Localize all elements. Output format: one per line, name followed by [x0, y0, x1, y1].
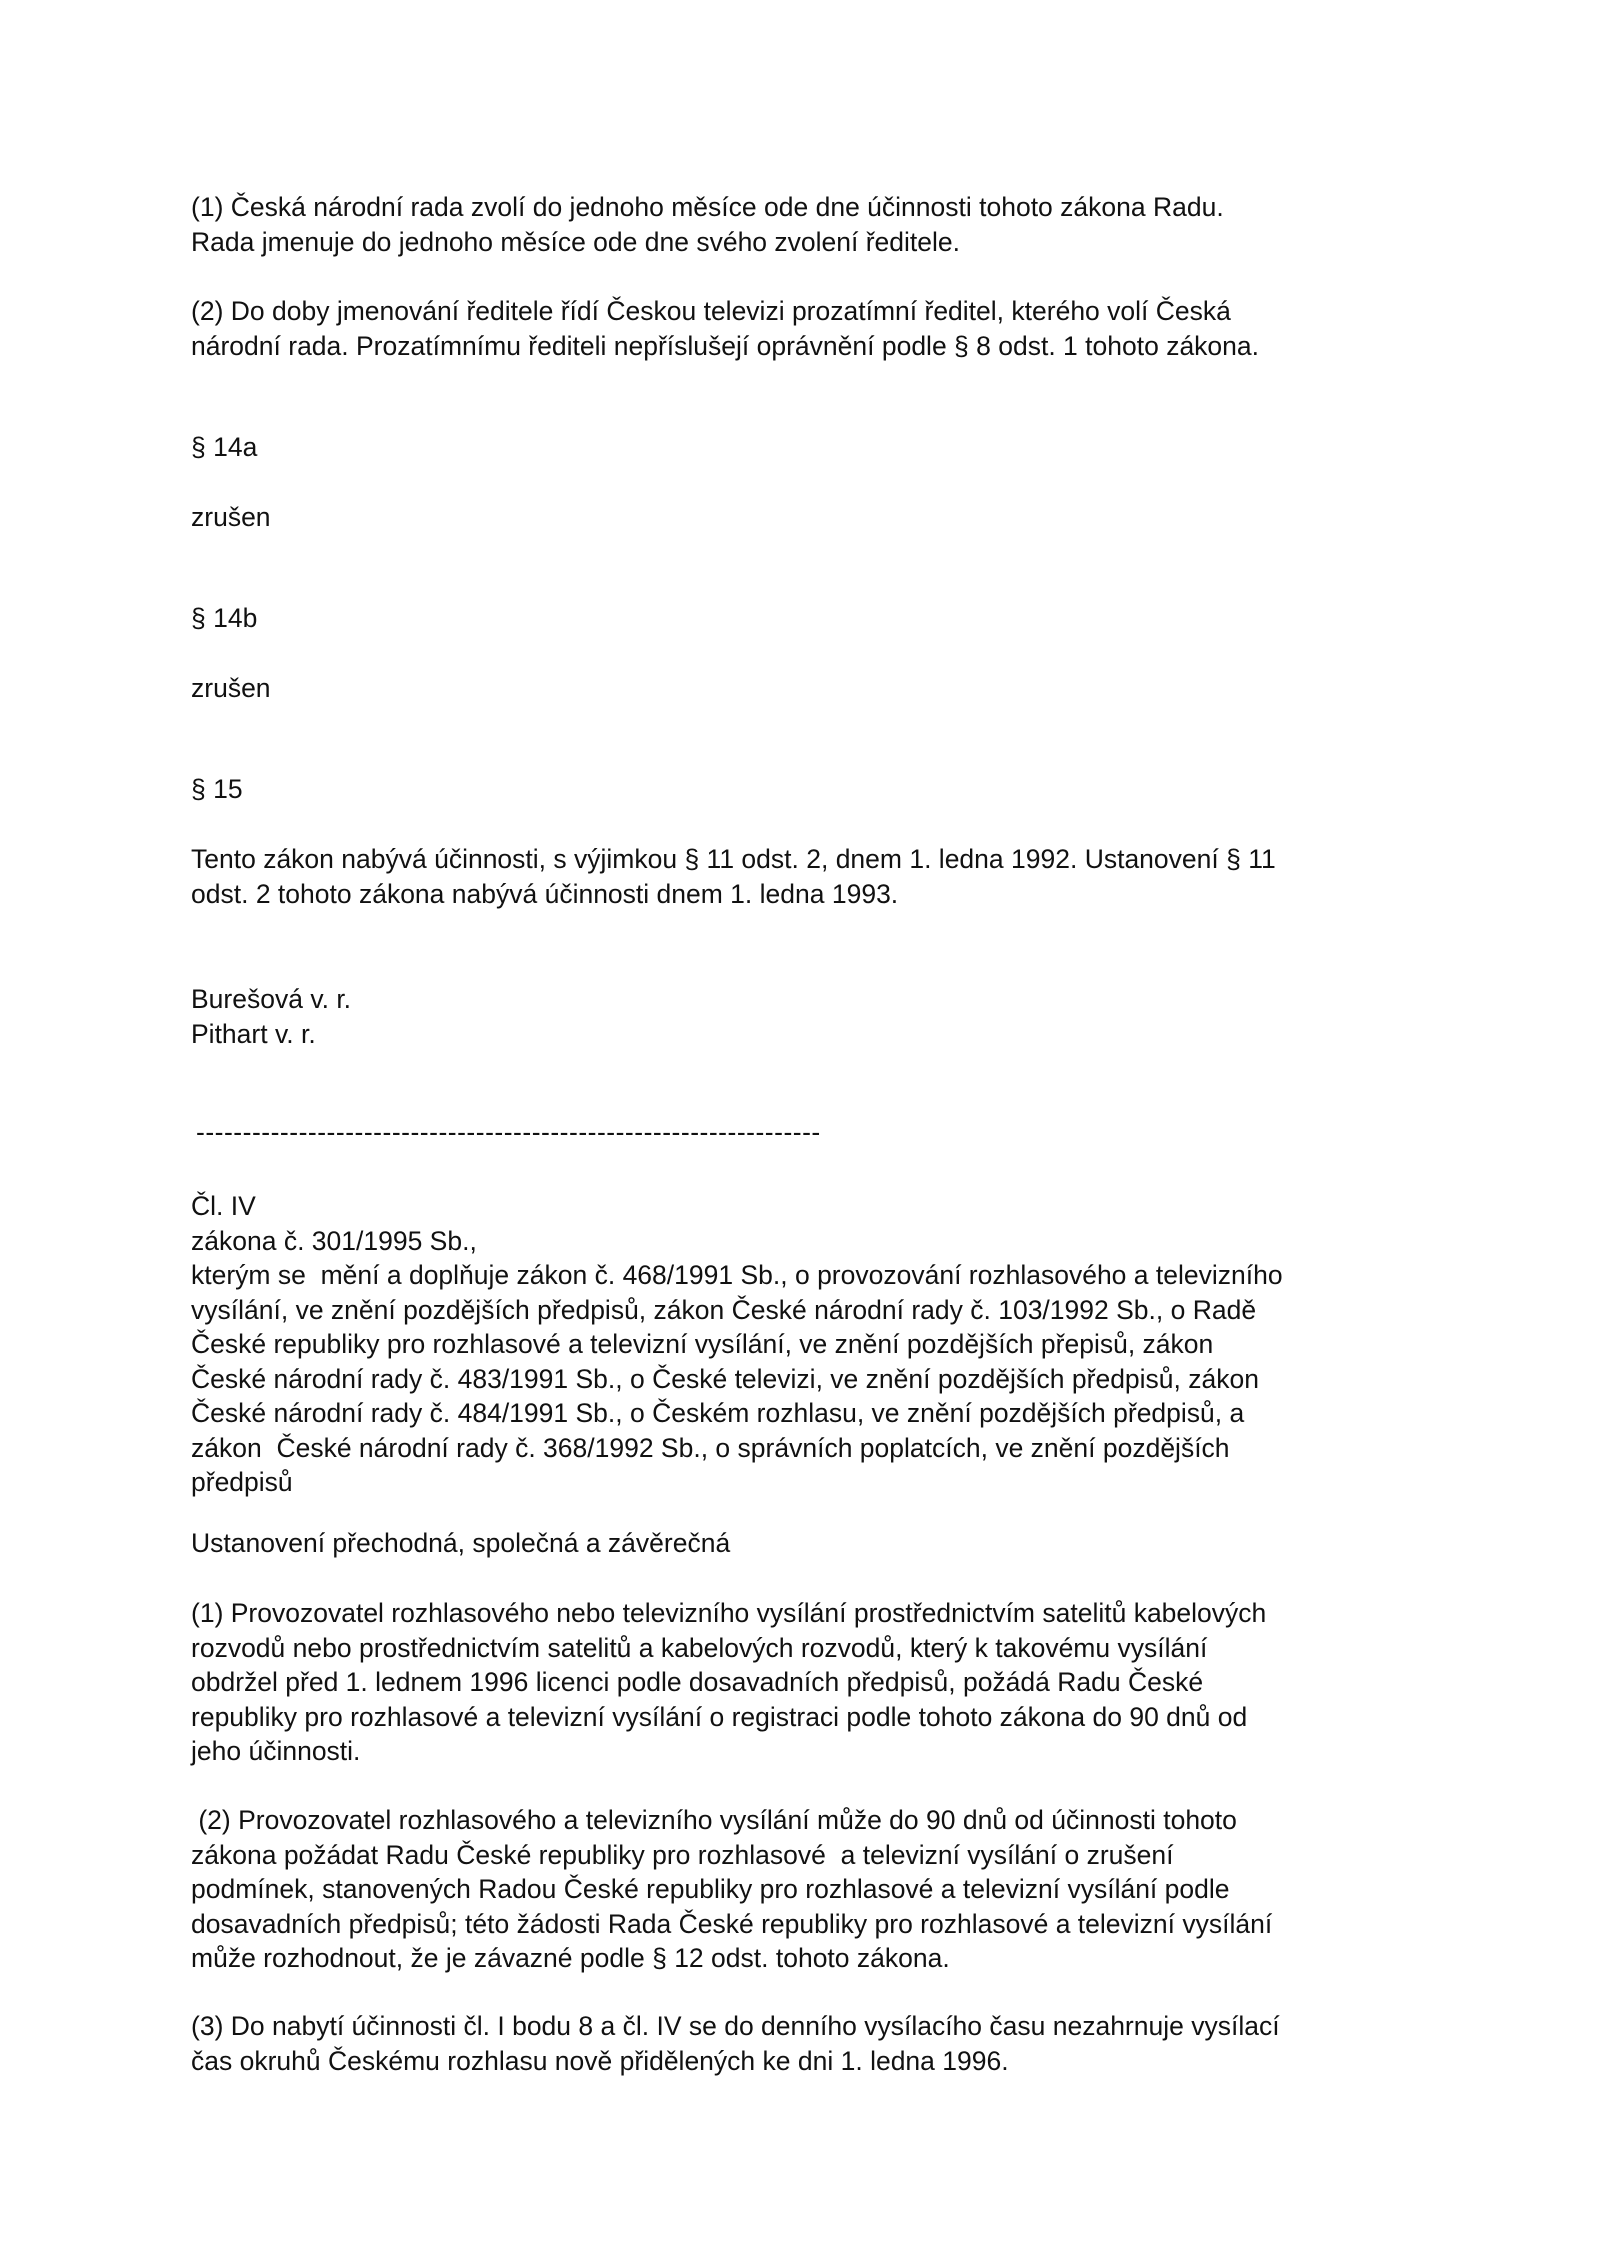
- paragraph-1: (1) Česká národní rada zvolí do jednoho měsíce ode dne účinnosti tohoto zákona Radu. Rada jmenuje do jednoho měsíce ode dne svého zvolení ředitele.: [191, 192, 1224, 257]
- section-15-heading: § 15: [191, 774, 243, 804]
- article-iv: Čl. IV zákona č. 301/1995 Sb., kterým se mění a doplňuje zákon č. 468/1991 Sb., o provozování rozhlasového a televizního vysílání, ve znění pozdějších předpisů, zákon České národní rady č. 103/1992 Sb., o Radě České republiky pro rozhlasové a televizní vysílání, ve znění pozdějších přepisů, zákon České národní rady č. 483/1991 Sb., o České televizi, ve znění pozdějších předpisů, zákon České národní rady č. 484/1991 Sb., o Českém rozhlasu, ve znění pozdějších předpisů, a zákon České národní rady č. 368/1992 Sb., o správních poplatcích, ve znění pozdějších předpisů: [191, 1191, 1283, 1497]
- transitional-paragraph-1: (1) Provozovatel rozhlasového nebo televizního vysílání prostřednictvím satelitů kabelových rozvodů nebo prostřednictvím satelitů a kabelových rozvodů, který k takovému vysílání obdržel před 1. lednem 1996 licenci podle dosavadních předpisů, požádá Radu České republiky pro rozhlasové a televizní vysílání o registraci podle tohoto zákona do 90 dnů od jeho účinnosti.: [191, 1598, 1267, 1766]
- section-14a-text: zrušen: [191, 502, 271, 532]
- separator-line: -------------------------------------------------------------------: [196, 1117, 821, 1147]
- section-15-text: Tento zákon nabývá účinnosti, s výjimkou § 11 odst. 2, dnem 1. ledna 1992. Ustanovení § 11 odst. 2 tohoto zákona nabývá účinnosti dnem 1. ledna 1993.: [191, 844, 1276, 909]
- transitional-paragraph-3: (3) Do nabytí účinnosti čl. I bodu 8 a čl. IV se do denního vysílacího času nezahrnuje vysílací čas okruhů Českému rozhlasu nově přidělených ke dni 1. ledna 1996.: [191, 2011, 1280, 2076]
- signatures: Burešová v. r. Pithart v. r.: [191, 984, 352, 1049]
- section-14b-text: zrušen: [191, 673, 271, 703]
- transitional-heading: Ustanovení přechodná, společná a závěrečná: [191, 1528, 731, 1558]
- transitional-paragraph-2: (2) Provozovatel rozhlasového a televizního vysílání může do 90 dnů od účinnosti tohoto zákona požádat Radu České republiky pro rozhlasové a televizní vysílání o zrušení podmínek, stanovených Radou České republiky pro rozhlasové a televizní vysílání podle dosavadních předpisů; této žádosti Rada České republiky pro rozhlasové a televizní vysílání může rozhodnout, že je závazné podle § 12 odst. tohoto zákona.: [191, 1805, 1273, 1973]
- paragraph-2: (2) Do doby jmenování ředitele řídí Českou televizi prozatímní ředitel, kterého volí Česká národní rada. Prozatímnímu řediteli nepříslušejí oprávnění podle § 8 odst. 1 tohoto zákona.: [191, 296, 1260, 361]
- section-14b-heading: § 14b: [191, 603, 258, 633]
- section-14a-heading: § 14a: [191, 432, 258, 462]
